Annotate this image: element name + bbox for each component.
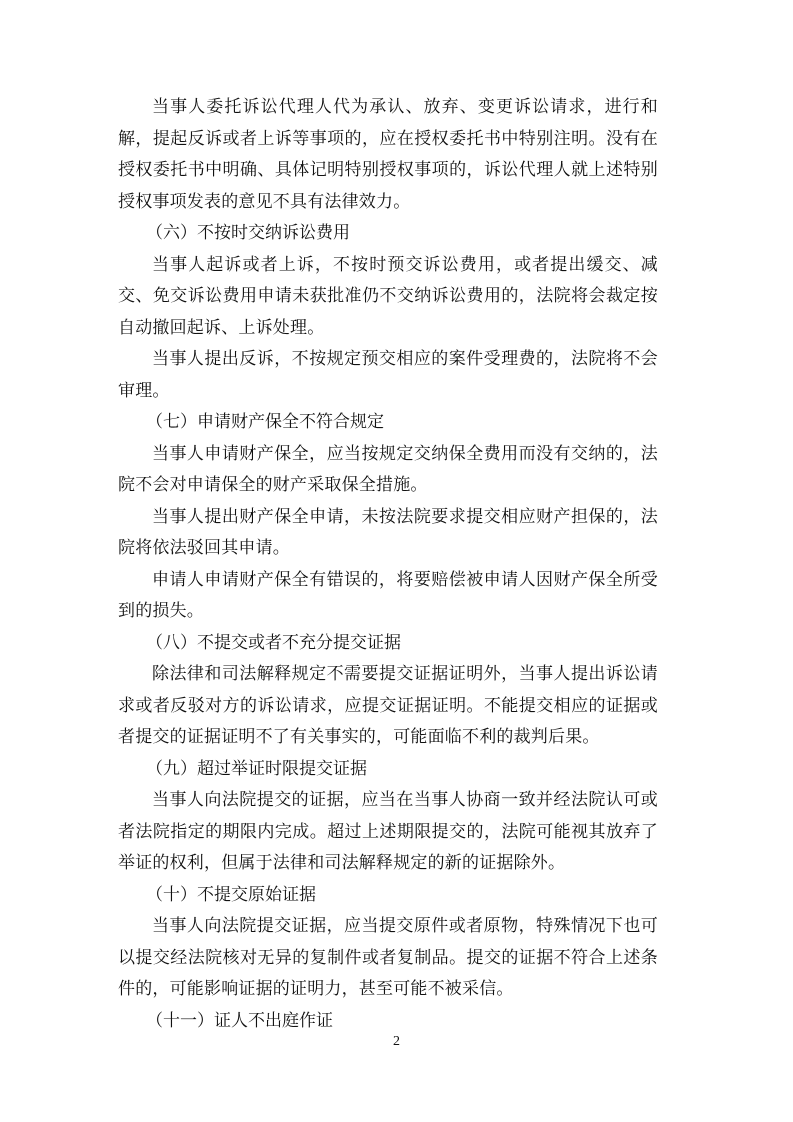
section-heading: （十一）证人不出庭作证	[146, 1010, 333, 1031]
paragraph: 当事人起诉或者上诉，不按时预交诉讼费用，或者提出缓交、减交、免交诉讼费用申请未获批准仍不交纳诉讼费用的，法院将会裁定按自动撤回起诉、上诉处理。	[118, 254, 658, 338]
paragraph: 当事人提出财产保全申请，未按法院要求提交相应财产担保的，法院将依法驳回其申请。	[118, 506, 658, 558]
section-heading: （十）不提交原始证据	[146, 884, 316, 905]
section-heading: （六）不按时交纳诉讼费用	[146, 223, 350, 243]
paragraph: 除法律和司法解释规定不需要提交证据证明外，当事人提出诉讼请求或者反驳对方的诉讼请求，应提交证据证明。不能提交相应的证据或者提交的证据证明不了有关事实的，可能面临不利的裁判后果。	[118, 664, 658, 747]
section-heading: （九）超过举证时限提交证据	[146, 758, 367, 779]
paragraph: 申请人申请财产保全有错误的，将要赔偿被申请人因财产保全所受到的损失。	[118, 569, 658, 621]
paragraph: 当事人申请财产保全，应当按规定交纳保全费用而没有交纳的，法院不会对申请保全的财产采取保全措施。	[118, 443, 658, 495]
section-heading: （七）申请财产保全不符合规定	[146, 412, 384, 432]
paragraph: 当事人向法院提交的证据，应当在当事人协商一致并经法院认可或者法院指定的期限内完成。超过上述期限提交的，法院可能视其放弃了举证的权利，但属于法律和司法解释规定的新的证据除外。	[118, 790, 658, 873]
document-body	[118, 92, 658, 1037]
paragraph: 当事人委托诉讼代理人代为承认、放弃、变更诉讼请求，进行和解，提起反诉或者上诉等事项的，应在授权委托书中特别注明。没有在授权委托书中明确、具体记明特别授权事项的，诉讼代理人就上述特别授权事项发表的意见不具有法律效力。	[118, 97, 658, 212]
paragraph: 当事人向法院提交证据，应当提交原件或者原物，特殊情况下也可以提交经法院核对无异的复制件或者复制品。提交的证据不符合上述条件的，可能影响证据的证明力，甚至可能不被采信。	[118, 916, 658, 999]
page-number: 2	[393, 1034, 400, 1049]
section-heading: （八）不提交或者不充分提交证据	[146, 632, 401, 653]
paragraph: 当事人提出反诉，不按规定预交相应的案件受理费的，法院将不会审理。	[118, 349, 658, 401]
